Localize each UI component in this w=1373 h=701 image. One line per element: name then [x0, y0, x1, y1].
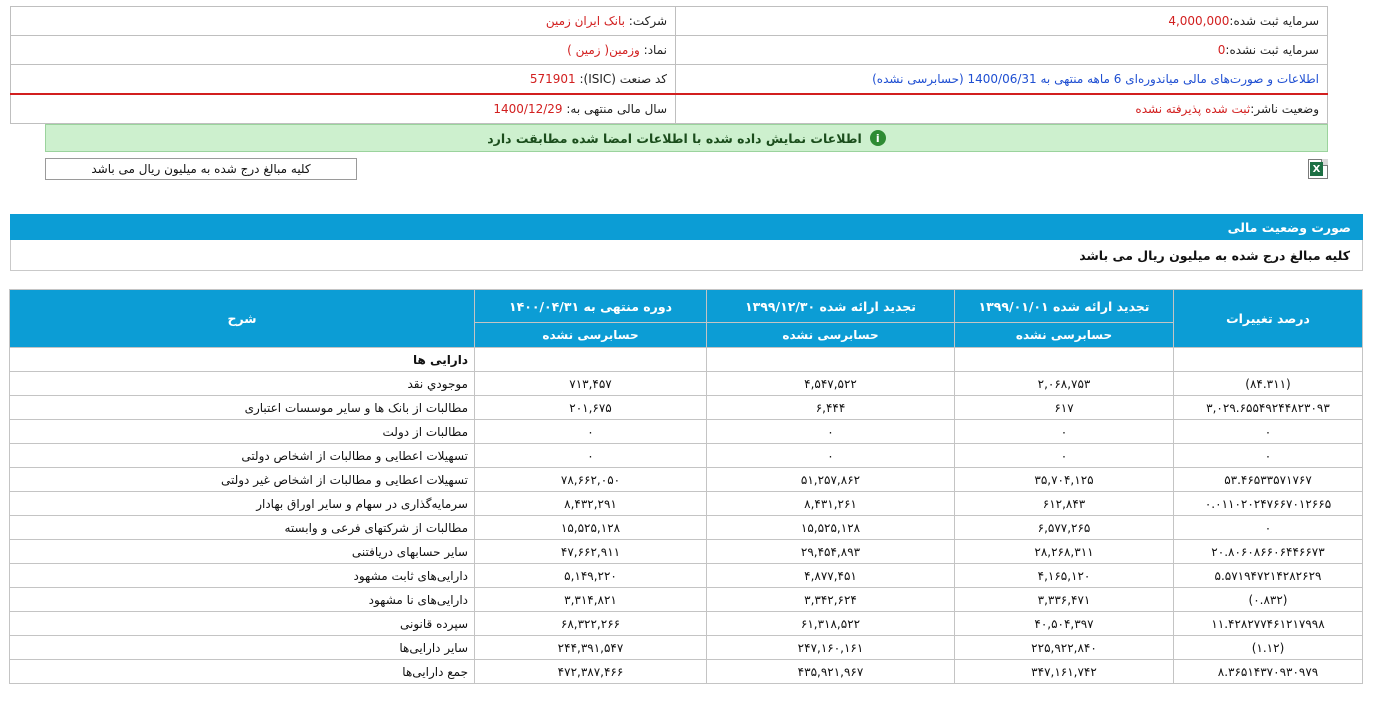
cell-period2: ۸,۴۳۱,۲۶۱	[707, 492, 955, 516]
cell-description: دارایی ها	[10, 348, 475, 372]
unregistered-capital-cell	[676, 36, 1328, 65]
info-row-fiscal-year	[11, 94, 1328, 124]
units-note-box	[45, 158, 357, 180]
cell-period1: ۵,۱۴۹,۲۲۰	[475, 564, 707, 588]
cell-period1: ۰	[475, 420, 707, 444]
cell-period2: ۰	[707, 444, 955, 468]
table-header-row-main	[10, 290, 1363, 323]
cell-period2: ۰	[707, 420, 955, 444]
cell-change: (۰.۸۳۲)	[1174, 588, 1363, 612]
cell-period1: ۸,۴۳۲,۲۹۱	[475, 492, 707, 516]
cell-description: مطالبات از بانک ها و سایر موسسات اعتباری	[10, 396, 475, 420]
isic-value: 571901	[529, 72, 576, 86]
financial-position-section	[10, 214, 1363, 271]
col-subheader-period1: حسابرسی نشده	[475, 323, 707, 348]
publisher-status-label: وضعیت ناشر:	[1250, 102, 1319, 116]
cell-period2: ۶۱,۳۱۸,۵۲۲	[707, 612, 955, 636]
cell-period1: ۲۴۴,۳۹۱,۵۴۷	[475, 636, 707, 660]
col-subheader-period2: حسابرسی نشده	[707, 323, 955, 348]
cell-period3: ۲۸,۲۶۸,۳۱۱	[955, 540, 1174, 564]
cell-period2: ۴,۸۷۷,۴۵۱	[707, 564, 955, 588]
fiscal-year-value: 1400/12/29	[493, 102, 563, 116]
info-row-symbol	[11, 36, 1328, 65]
cell-period3: ۳۴۷,۱۶۱,۷۴۲	[955, 660, 1174, 684]
cell-change: ۰	[1174, 444, 1363, 468]
table-row	[10, 372, 1363, 396]
section-title	[10, 214, 1363, 240]
table-header	[10, 290, 1363, 348]
info-icon: i	[870, 130, 886, 146]
cell-description: سایر حسابهای دریافتنی	[10, 540, 475, 564]
cell-change: ۱۱.۴۲۸۲۷۷۴۶۱۲۱۷۹۹۸	[1174, 612, 1363, 636]
cell-change: ۵.۵۷۱۹۴۷۲۱۴۲۸۲۶۲۹	[1174, 564, 1363, 588]
info-row-company	[11, 7, 1328, 36]
cell-description: دارایی‌های ثابت مشهود	[10, 564, 475, 588]
table-body	[10, 348, 1363, 684]
cell-description: سپرده قانونی	[10, 612, 475, 636]
cell-period1: ۰	[475, 444, 707, 468]
col-header-change: درصد تغییرات	[1174, 290, 1363, 348]
col-header-period3: تجدید ارائه شده ۱۳۹۹/۰۱/۰۱	[955, 290, 1174, 323]
table-row	[10, 468, 1363, 492]
units-note-text: کلیه مبالغ درج شده به میلیون ریال می باشد	[91, 162, 311, 176]
cell-change: ۰	[1174, 420, 1363, 444]
registered-capital-cell	[676, 7, 1328, 36]
publisher-status-cell	[676, 94, 1328, 124]
registered-capital-label: سرمایه ثبت شده:	[1229, 14, 1319, 28]
cell-period1: ۶۸,۳۲۲,۲۶۶	[475, 612, 707, 636]
report-title-value: اطلاعات و صورت‌های مالی میاندوره‌ای 6 ماهه منتهی به 1400/06/31 (حسابرسی نشده)	[872, 72, 1319, 86]
cell-period1: ۷۸,۶۶۲,۰۵۰	[475, 468, 707, 492]
isic-cell	[11, 65, 676, 95]
cell-period3: ۰	[955, 420, 1174, 444]
cell-period1: ۴۷۲,۳۸۷,۴۶۶	[475, 660, 707, 684]
cell-description: دارایی‌های نا مشهود	[10, 588, 475, 612]
cell-description: سایر دارایی‌ها	[10, 636, 475, 660]
cell-period1: ۳,۳۱۴,۸۲۱	[475, 588, 707, 612]
cell-period2: ۴,۵۴۷,۵۲۲	[707, 372, 955, 396]
cell-period3: ۴,۱۶۵,۱۲۰	[955, 564, 1174, 588]
cell-period2: ۵۱,۲۵۷,۸۶۲	[707, 468, 955, 492]
cell-period2: ۶,۴۴۴	[707, 396, 955, 420]
symbol-value: وزمین( زمین )	[567, 43, 640, 57]
table-row	[10, 636, 1363, 660]
table-row	[10, 612, 1363, 636]
cell-change: ۰	[1174, 516, 1363, 540]
cell-description: مطالبات از شرکتهای فرعی و وابسته	[10, 516, 475, 540]
verification-notice-text: اطلاعات نمایش داده شده با اطلاعات امضا شده مطابقت دارد	[487, 130, 862, 146]
cell-period3: ۲,۰۶۸,۷۵۳	[955, 372, 1174, 396]
col-header-period2: تجدید ارائه شده ۱۳۹۹/۱۲/۳۰	[707, 290, 955, 323]
cell-period3: ۳,۳۳۶,۴۷۱	[955, 588, 1174, 612]
unregistered-capital-value: 0	[1217, 43, 1226, 57]
cell-period1: ۴۷,۶۶۲,۹۱۱	[475, 540, 707, 564]
cell-period3: ۲۲۵,۹۲۲,۸۴۰	[955, 636, 1174, 660]
cell-period3	[955, 348, 1174, 372]
cell-description: مطالبات از دولت	[10, 420, 475, 444]
cell-change: ۲۰.۸۰۶۰۸۶۶۰۶۴۴۶۶۷۳	[1174, 540, 1363, 564]
cell-period2: ۳,۳۴۲,۶۲۴	[707, 588, 955, 612]
table-row	[10, 492, 1363, 516]
report-title-cell	[676, 65, 1328, 95]
fiscal-year-label: سال مالی منتهی به:	[566, 102, 667, 116]
info-row-isic	[11, 65, 1328, 95]
table-group-row	[10, 348, 1363, 372]
registered-capital-value: 4,000,000	[1168, 14, 1230, 28]
cell-description: موجودي نقد	[10, 372, 475, 396]
excel-letter: X	[1310, 162, 1323, 176]
section-title-text: صورت وضعیت مالی	[1227, 219, 1351, 235]
symbol-label: نماد:	[643, 43, 667, 57]
excel-export-icon[interactable]	[1308, 159, 1328, 179]
cell-period3: ۶,۵۷۷,۲۶۵	[955, 516, 1174, 540]
col-header-period1: دوره منتهی به ۱۴۰۰/۰۴/۳۱	[475, 290, 707, 323]
table-row	[10, 540, 1363, 564]
cell-period2: ۴۳۵,۹۲۱,۹۶۷	[707, 660, 955, 684]
cell-period3: ۶۱۷	[955, 396, 1174, 420]
company-label: شرکت:	[628, 14, 667, 28]
cell-change: ۰.۰۱۱۰۲۰۲۴۷۶۶۷۰۱۲۶۶۵	[1174, 492, 1363, 516]
unregistered-capital-label: سرمایه ثبت نشده:	[1225, 43, 1319, 57]
cell-description: سرمایه‌گذاری در سهام و سایر اوراق بهادار	[10, 492, 475, 516]
cell-period1: ۷۱۳,۴۵۷	[475, 372, 707, 396]
table-row	[10, 396, 1363, 420]
cell-change: ۸.۳۶۵۱۴۳۷۰۹۳۰۹۷۹	[1174, 660, 1363, 684]
cell-period3: ۳۵,۷۰۴,۱۲۵	[955, 468, 1174, 492]
cell-change: ۵۳.۴۶۵۳۳۵۷۱۷۶۷	[1174, 468, 1363, 492]
cell-period1	[475, 348, 707, 372]
cell-period3: ۰	[955, 444, 1174, 468]
cell-period2: ۲۹,۴۵۴,۸۹۳	[707, 540, 955, 564]
cell-description: جمع دارایی‌ها	[10, 660, 475, 684]
cell-description: تسهیلات اعطایی و مطالبات از اشخاص غیر دولتی	[10, 468, 475, 492]
cell-period3: ۴۰,۵۰۴,۳۹۷	[955, 612, 1174, 636]
cell-change: (۱.۱۲)	[1174, 636, 1363, 660]
symbol-cell	[11, 36, 676, 65]
units-and-export-row	[45, 158, 1328, 180]
cell-change	[1174, 348, 1363, 372]
publisher-status-value: ثبت شده پذیرفته نشده	[1135, 102, 1251, 116]
cell-period2: ۱۵,۵۲۵,۱۲۸	[707, 516, 955, 540]
table-row	[10, 420, 1363, 444]
table-row	[10, 516, 1363, 540]
isic-label: کد صنعت (ISIC):	[579, 72, 667, 86]
company-name-cell	[11, 7, 676, 36]
fiscal-year-cell	[11, 94, 676, 124]
table-row	[10, 564, 1363, 588]
cell-description: تسهیلات اعطایی و مطالبات از اشخاص دولتی	[10, 444, 475, 468]
cell-change: ۳,۰۲۹.۶۵۵۴۹۲۴۴۸۲۳۰۹۳	[1174, 396, 1363, 420]
cell-period2	[707, 348, 955, 372]
section-subtitle-text: کلیه مبالغ درج شده به میلیون ریال می باشد	[1079, 247, 1350, 263]
section-subtitle	[10, 240, 1363, 271]
table-total-row	[10, 660, 1363, 684]
col-subheader-period3: حسابرسی نشده	[955, 323, 1174, 348]
col-header-description: شرح	[10, 290, 475, 348]
table-row	[10, 588, 1363, 612]
company-info-section	[0, 0, 1373, 124]
cell-period1: ۲۰۱,۶۷۵	[475, 396, 707, 420]
financial-position-table	[9, 289, 1363, 684]
table-row	[10, 444, 1363, 468]
cell-period2: ۲۴۷,۱۶۰,۱۶۱	[707, 636, 955, 660]
cell-change: (۸۴.۳۱۱)	[1174, 372, 1363, 396]
cell-period3: ۶۱۲,۸۴۳	[955, 492, 1174, 516]
company-value: بانک ایران زمین	[545, 14, 625, 28]
cell-period1: ۱۵,۵۲۵,۱۲۸	[475, 516, 707, 540]
company-info-table	[10, 6, 1328, 124]
verification-notice	[45, 124, 1328, 152]
